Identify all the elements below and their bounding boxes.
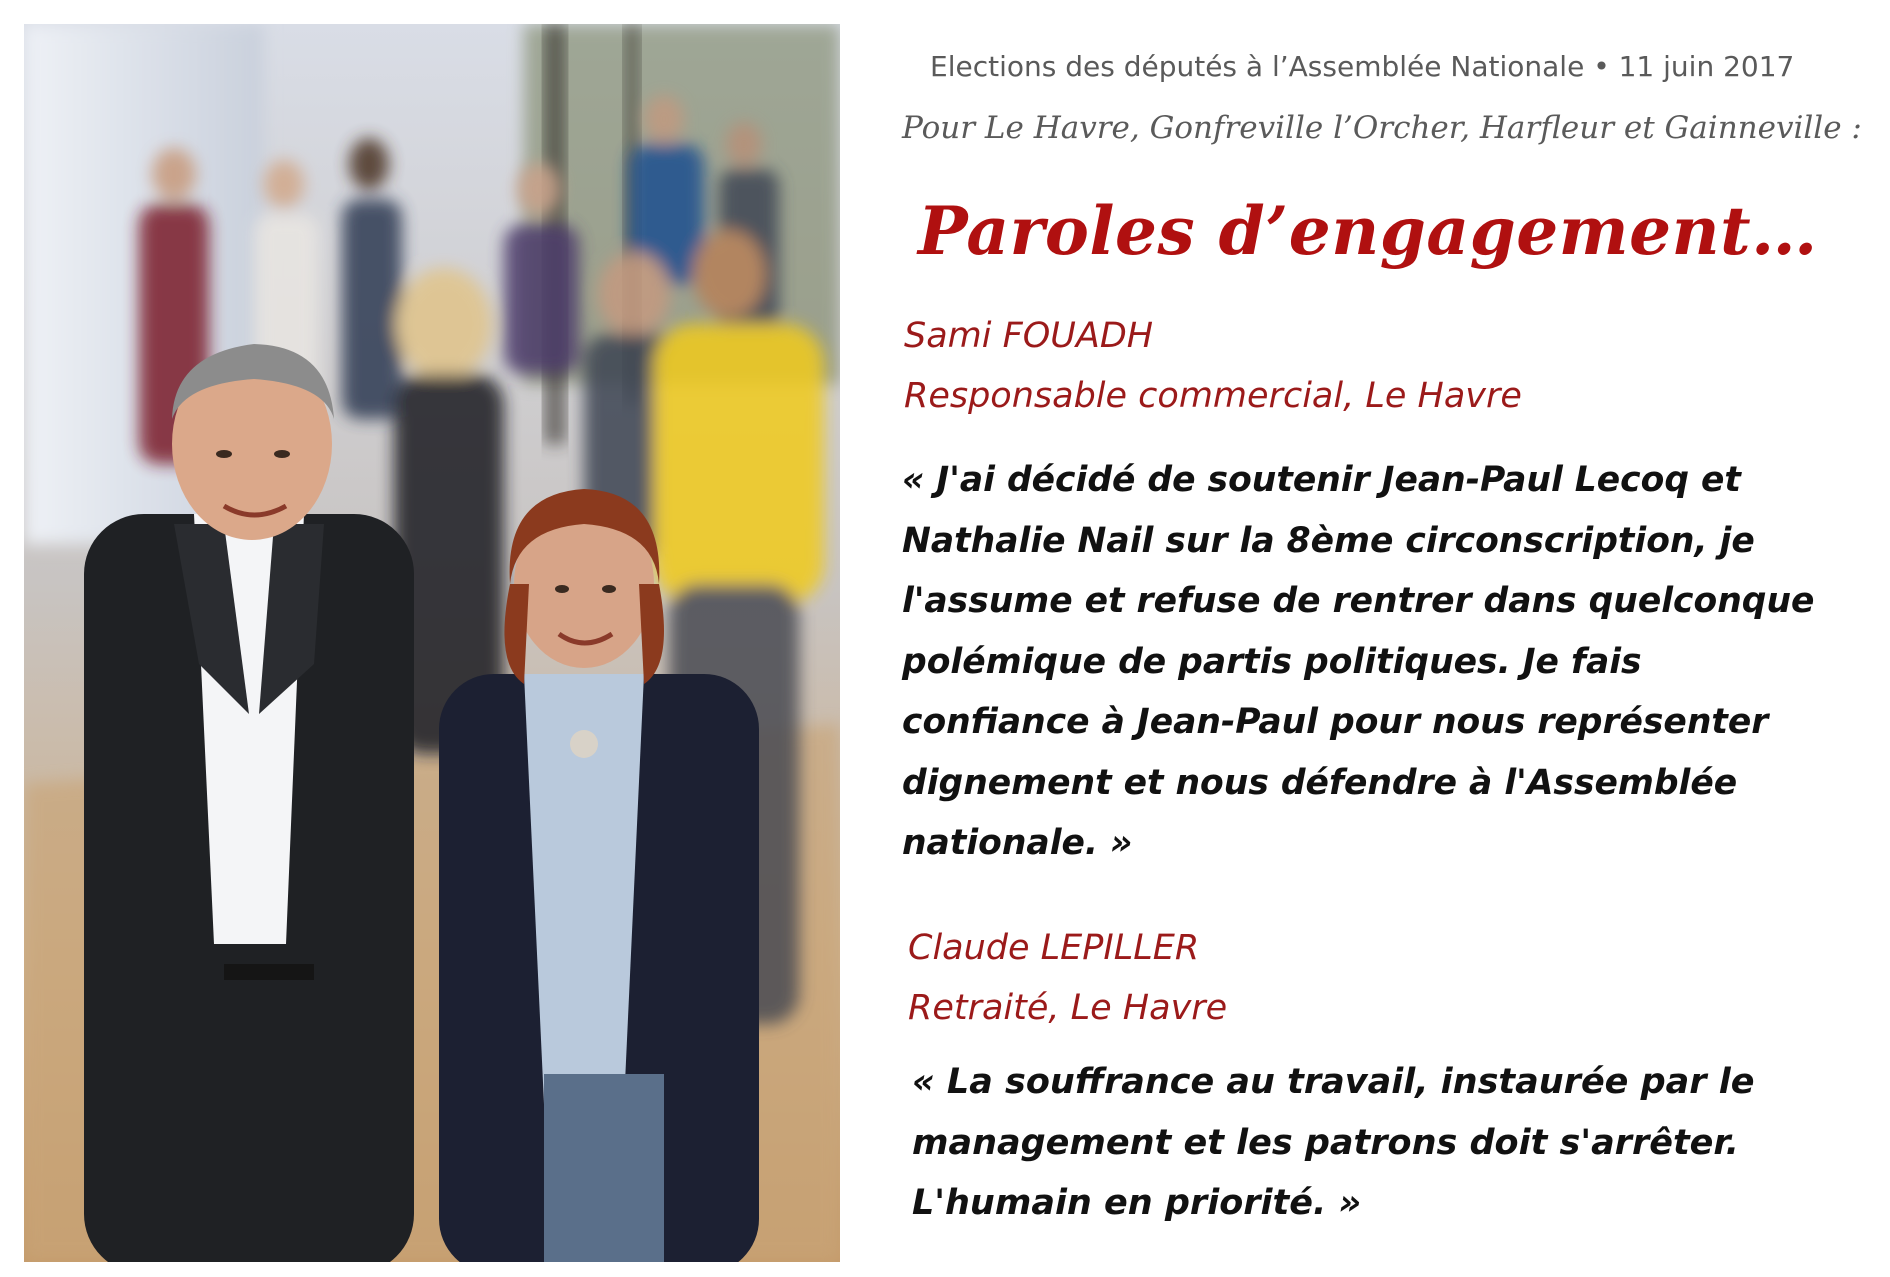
testimonial-1-role: Responsable commercial, Le Havre xyxy=(904,376,1522,416)
quote-line: dignement et nous défendre à l'Assemblée xyxy=(902,762,1738,803)
testimonial-2-role: Retraité, Le Havre xyxy=(908,988,1228,1028)
quote-line: management et les patrons doit s'arrêter. xyxy=(912,1122,1739,1163)
election-date-line: Elections des députés à l’Assemblée Nationale • 11 juin 2017 xyxy=(930,50,1795,83)
quote-line: nationale. » xyxy=(902,823,1133,863)
testimonial-2-quote xyxy=(912,1052,1754,1234)
testimonial-1-quote xyxy=(902,450,1814,874)
page-title: Paroles d’engagement… xyxy=(918,192,1818,270)
quote-line: l'assume et refuse de rentrer dans quelconque xyxy=(902,581,1815,621)
candidates-photo xyxy=(24,24,840,1262)
quote-line: Nathalie Nail sur la 8ème circonscription, je xyxy=(902,520,1755,561)
quote-line: polémique de partis politiques. Je fais xyxy=(902,641,1642,682)
testimonial-1-name: Sami FOUADH xyxy=(904,316,1154,356)
photo-illustration xyxy=(24,24,840,1262)
testimonial-2-name: Claude LEPILLER xyxy=(908,928,1200,968)
quote-line: L'humain en priorité. » xyxy=(912,1183,1362,1223)
quote-line: « J'ai décidé de soutenir Jean-Paul Lecoq et xyxy=(902,460,1741,500)
quote-line: « La souffrance au travail, instaurée par le xyxy=(912,1062,1755,1102)
locations-line: Pour Le Havre, Gonfreville l’Orcher, Harfleur et Gainneville : xyxy=(902,110,1862,146)
quote-line: confiance à Jean-Paul pour nous représenter xyxy=(902,702,1769,742)
